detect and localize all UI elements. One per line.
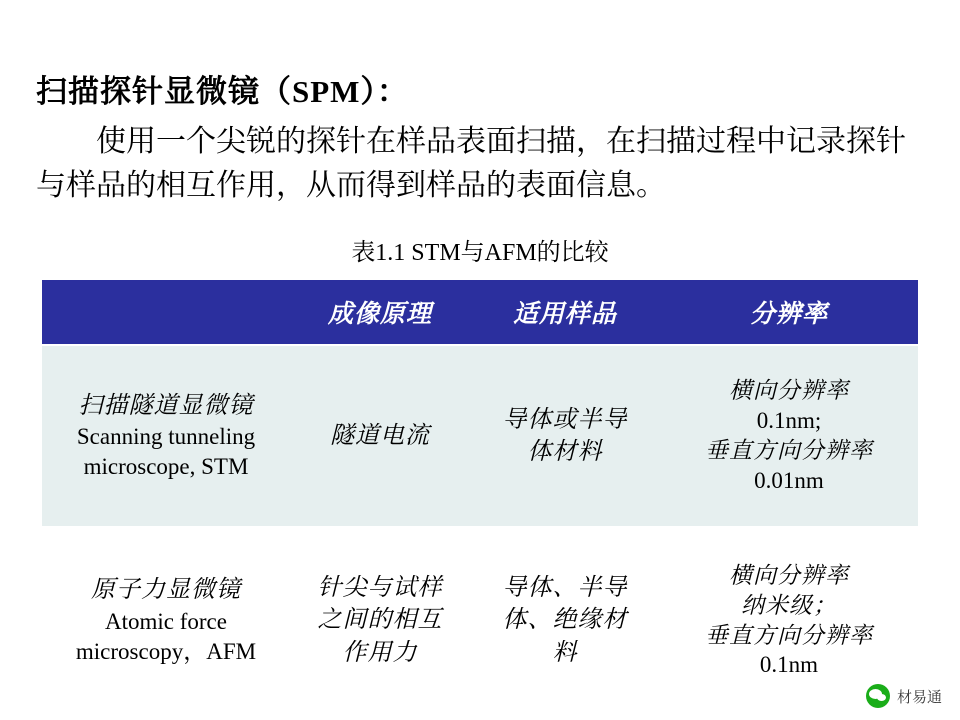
instrument-name-cn: 扫描隧道显微镜 xyxy=(78,392,254,419)
instrument-name-en-line1: Scanning tunneling xyxy=(76,424,256,450)
column-header-samples: 适用样品 xyxy=(470,280,660,345)
table-caption: 表1.1 STM与AFM的比较 xyxy=(351,240,609,266)
watermark-label: 材易通 xyxy=(896,688,942,706)
table-row xyxy=(42,527,918,714)
cell-samples xyxy=(470,527,660,714)
comparison-table xyxy=(42,280,918,715)
resolution-line4: 0.1nm xyxy=(759,652,819,678)
wechat-icon xyxy=(866,684,890,708)
cell-samples xyxy=(470,345,660,527)
samples-line2: 体、绝缘材 xyxy=(502,607,628,634)
samples-line3: 料 xyxy=(552,639,578,666)
resolution-line3: 垂直方向分辨率 xyxy=(705,622,873,648)
page-title: 扫描探针显微镜（SPM）： xyxy=(36,74,409,109)
column-header-resolution: 分辨率 xyxy=(660,280,918,345)
body-paragraph: 使用一个尖锐的探针在样品表面扫描，在扫描过程中记录探针与样品的相互作用，从而得到样品的表面信息。 xyxy=(36,125,906,202)
column-header-principle: 成像原理 xyxy=(290,280,470,345)
cell-instrument-name xyxy=(42,527,290,714)
resolution-line2: 0.1nm; xyxy=(756,408,822,434)
cell-resolution xyxy=(660,345,918,527)
resolution-line3: 垂直方向分辨率 xyxy=(705,438,873,463)
principle-line2: 之间的相互 xyxy=(317,607,443,634)
resolution-line1: 横向分辨率 xyxy=(729,562,849,588)
samples-line2: 体材料 xyxy=(527,439,603,465)
samples-line1: 导体、半导 xyxy=(502,574,628,601)
instrument-name-en-line2: microscopy，AFM xyxy=(75,638,257,664)
cell-principle xyxy=(290,345,470,527)
resolution-line4: 0.01nm xyxy=(754,467,824,493)
cell-instrument-name xyxy=(42,345,290,527)
principle-line1: 针尖与试样 xyxy=(317,574,443,601)
table-header-row xyxy=(42,280,918,345)
watermark xyxy=(866,684,942,708)
samples-line1: 导体或半导 xyxy=(502,406,628,433)
instrument-name-en-line2: microscope, STM xyxy=(83,454,249,480)
principle-line3: 作用力 xyxy=(342,639,418,666)
column-header-blank xyxy=(42,280,290,345)
resolution-line1: 横向分辨率 xyxy=(729,378,849,404)
principle-text: 隧道电流 xyxy=(330,422,430,449)
resolution-line2: 纳米级； xyxy=(741,592,837,618)
instrument-name-en-line1: Atomic force xyxy=(105,608,227,634)
instrument-name-cn: 原子力显微镜 xyxy=(91,577,241,604)
table-row xyxy=(42,345,918,527)
cell-principle xyxy=(290,527,470,714)
